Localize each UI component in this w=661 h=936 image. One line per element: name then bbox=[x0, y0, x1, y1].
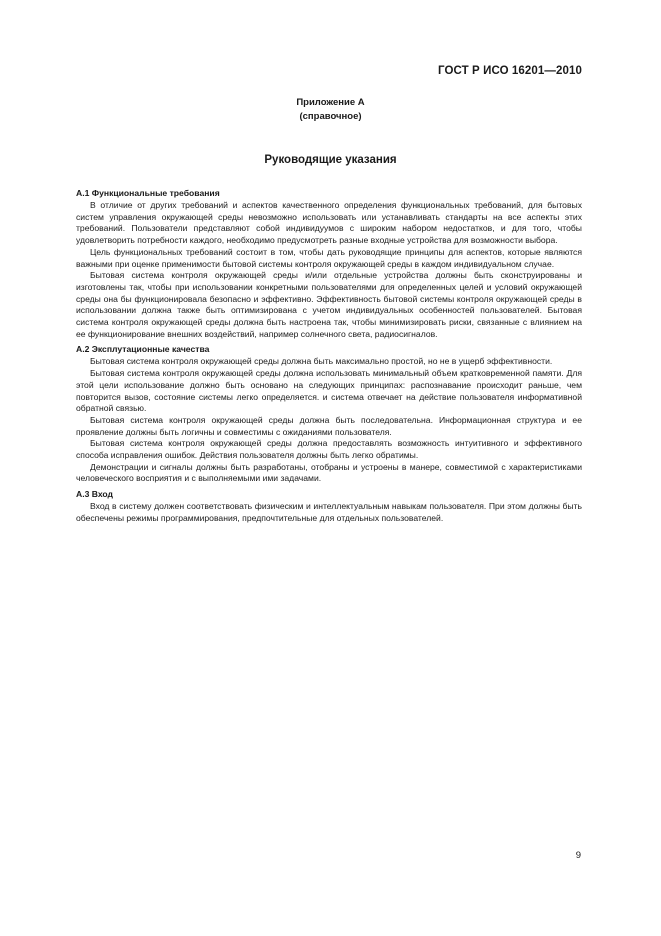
section-title-a2: А.2 Эксплутационные качества bbox=[76, 344, 210, 355]
paragraph: Вход в систему должен соответствовать физическим и интеллектуальным навыкам пользователя. При этом должны быть обеспечены режимы программирования, предпочтительные для отдельных пользователей. bbox=[76, 501, 582, 523]
paragraph: Цель функциональных требований состоит в том, чтобы дать руководящие принципы для аспектов, которые являются важными при оценке применимости бытовой системы контроля окружающей среды в каждом индивидуальном случае. bbox=[76, 246, 582, 269]
paragraph: Бытовая система контроля окружающей среды должна быть максимально простой, но не в ущерб эффективности. bbox=[90, 356, 553, 367]
paragraph: Демонстрации и сигналы должны быть разработаны, отобраны и устроены в манере, совместимой с характеристиками человеческого восприятия и с выполняемыми ими задачами. bbox=[76, 461, 582, 484]
paragraph: Бытовая система контроля окружающей среды и/или отдельные устройства должны быть сконструированы и изготовлены так, чтобы при использовании конкретными пользователями для определенных целей и условий окружающей среды она бы функционировала безопасно и эффективно. Эффективность бытовой системы контроля окружающей среды в использовании должна также быть оптимизирована с учетом индивидуальных особенностей пользователей. Бытовая система контроля окружающей среды должна быть настроена так, чтобы минимизировать риски, связанные с влиянием на ее функционирование внешних воздействий, например солнечного света, радиосигналов. bbox=[76, 270, 582, 339]
annex-heading bbox=[0, 96, 661, 124]
paragraph: Бытовая система контроля окружающей среды должна использовать минимальный объем кратковременной памяти. Для этой цели использование должно быть основано на следующих принципах: распознавание происходит раньше, чем повторится вызов, состояние системы легко определяется. и система отвечает на действие пользователя информативной обратной связью. bbox=[76, 368, 582, 414]
document-id: ГОСТ Р ИСО 16201—2010 bbox=[437, 65, 582, 77]
main-heading: Руководящие указания bbox=[264, 154, 397, 166]
paragraph: В отличие от других требований и аспектов качественного определения функциональных требований, для бытовых систем управления окружающей среды невозможно использовать или устанавливать стандарты на все аспекты этих требований. Пользователи представляют собой индивидуумов с широким набором недостатков, и для того, чтобы удовлетворить потребности каждого, необходимо предусмотреть разные входные устройства для возможности выбора. bbox=[76, 200, 582, 246]
body-text bbox=[76, 186, 582, 525]
section-title-a1: А.1 Функциональные требования bbox=[76, 188, 220, 198]
annex-subtitle: (справочное) bbox=[299, 111, 362, 122]
page-number: 9 bbox=[575, 850, 581, 861]
paragraph: Бытовая система контроля окружающей среды должна предоставлять возможность интуитивного и эффективного способа исправления ошибок. Действия пользователя должны быть легко обратимы. bbox=[76, 438, 582, 461]
section-title-a3: А.3 Вход bbox=[76, 489, 114, 500]
paragraph: Бытовая система контроля окружающей среды должна быть последовательна. Информационная структура и ее проявление должны быть логичны и совместимы с ожиданиями пользователя. bbox=[76, 414, 582, 437]
annex-title: Приложение А bbox=[296, 97, 365, 108]
